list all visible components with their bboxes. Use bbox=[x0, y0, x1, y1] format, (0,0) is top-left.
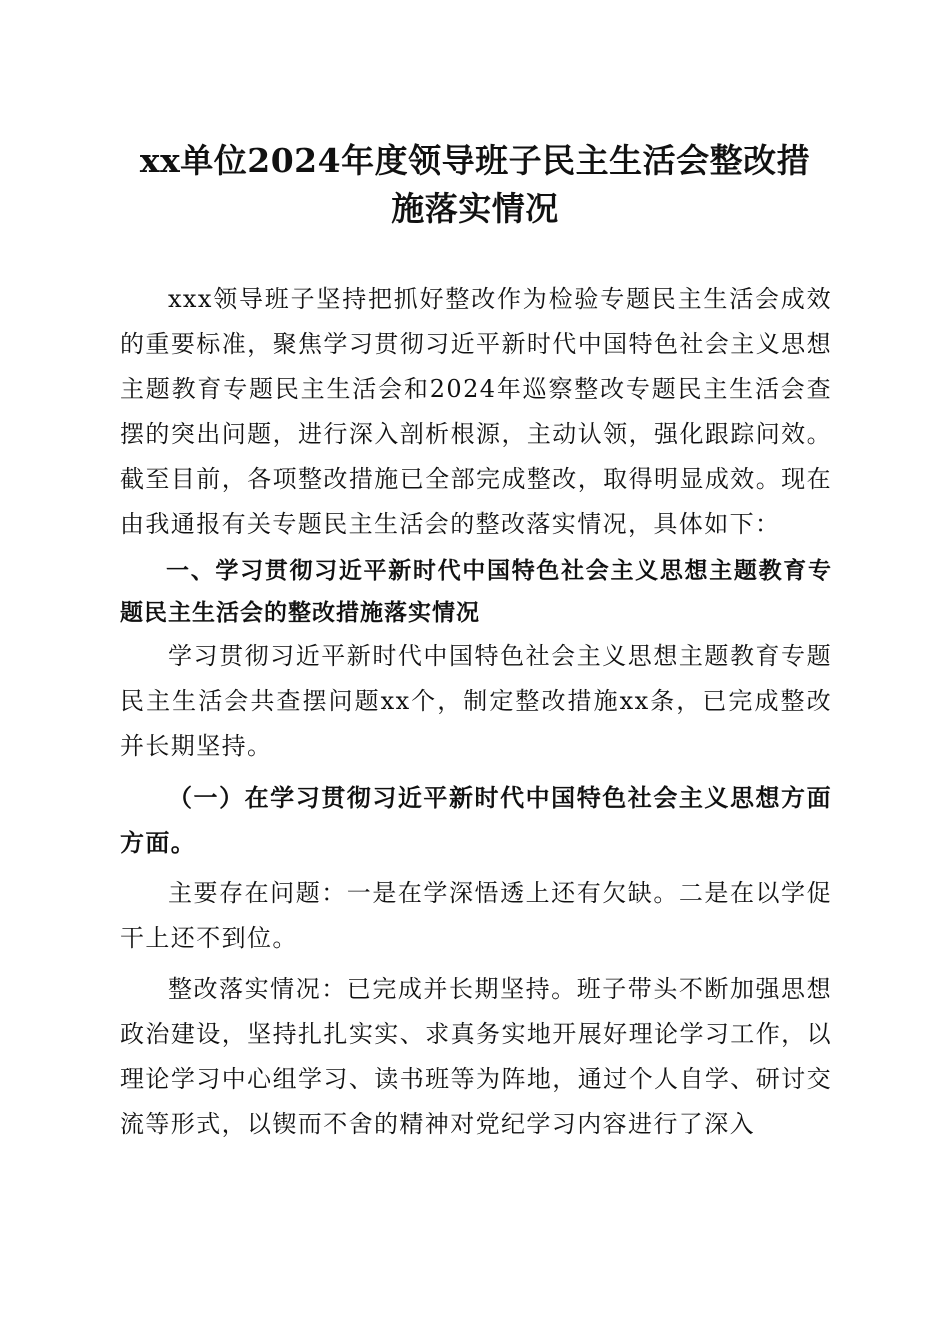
title-line-1: xx单位2024年度领导班子民主生活会整改措 bbox=[139, 141, 811, 180]
subsection-1-heading: （一）在学习贯彻习近平新时代中国特色社会主义思想方面方面。 bbox=[120, 783, 832, 857]
problems-paragraph: 主要存在问题：一是在学深悟透上还有欠缺。二是在以学促干上还不到位。 bbox=[120, 879, 832, 952]
document-body bbox=[120, 277, 832, 1147]
title-line-2: 施落实情况 bbox=[391, 189, 559, 228]
document-title bbox=[110, 137, 840, 233]
rectification-paragraph: 整改落实情况：已完成并长期坚持。班子带头不断加强思想政治建设，坚持扎扎实实、求真务实地开展好理论学习工作，以理论学习中心组学习、读书班等为阵地，通过个人自学、研讨交流等形式，以锲而不舍的精神对党纪学习内容进行了深入 bbox=[120, 975, 832, 1138]
section-1-heading: 一、学习贯彻习近平新时代中国特色社会主义思想主题教育专题民主生活会的整改措施落实情况 bbox=[120, 558, 832, 626]
intro-paragraph: xxx领导班子坚持把抓好整改作为检验专题民主生活会成效的重要标准，聚焦学习贯彻习近平新时代中国特色社会主义思想主题教育专题民主生活会和2024年巡察整改专题民主生活会查摆的突出问题，进行深入剖析根源，主动认领，强化跟踪问效。截至目前，各项整改措施已全部完成整改，取得明显成效。现在由我通报有关专题民主生活会的整改落实情况，具体如下： bbox=[120, 285, 832, 538]
section-1-summary: 学习贯彻习近平新时代中国特色社会主义思想主题教育专题民主生活会共查摆问题xx个，制定整改措施xx条，已完成整改并长期坚持。 bbox=[120, 642, 832, 760]
